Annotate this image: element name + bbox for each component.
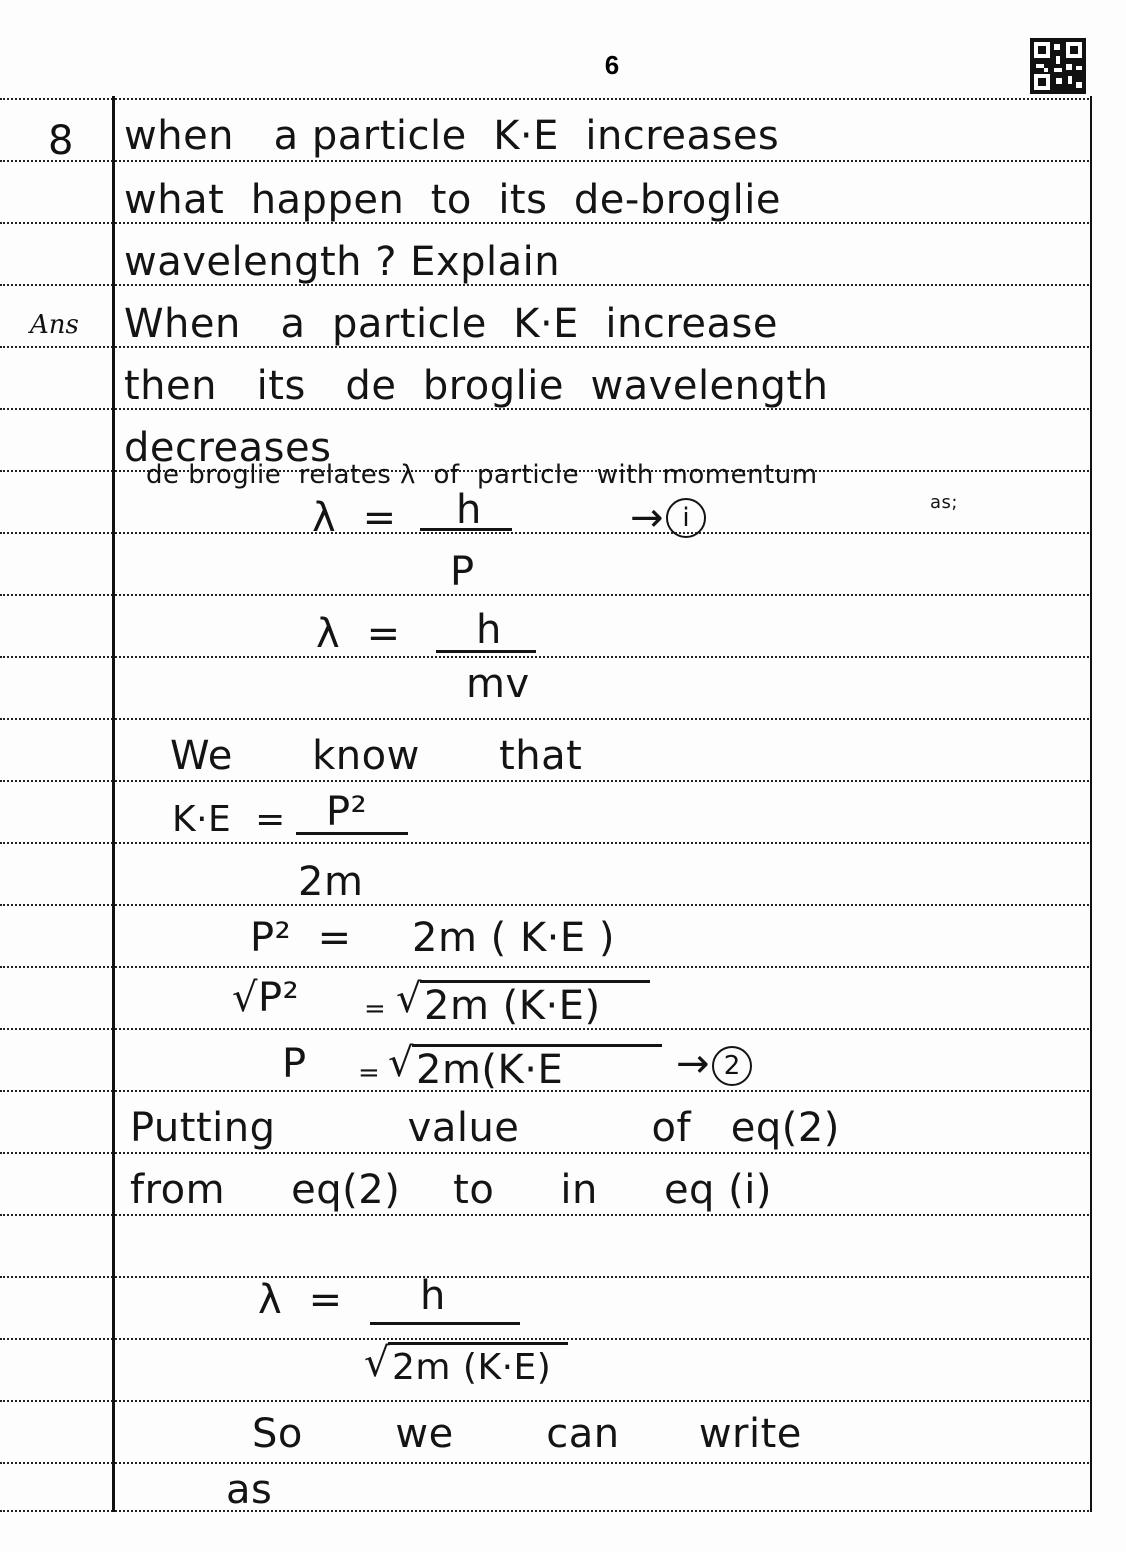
p-rhs: 2m(K·E (416, 1047, 564, 1093)
page-number: 6 (604, 50, 620, 80)
answer-marker: Ans (30, 310, 79, 340)
answer-line-3: decreases (124, 425, 332, 471)
ruled-line (0, 594, 1092, 596)
ruled-line (0, 532, 1092, 534)
sqrt-equals: = (364, 994, 387, 1024)
closing-line-1: So we can write (252, 1411, 802, 1457)
p-equals: = (358, 1058, 381, 1088)
ke-numerator: P² (326, 789, 368, 835)
final-eq-lhs: λ = (258, 1277, 343, 1323)
final-eq-fraction-bar (370, 1322, 520, 1325)
ruled-line (0, 1462, 1092, 1464)
ruled-line (0, 98, 1092, 100)
we-know-that: We know that (170, 733, 583, 779)
closing-line-2: as (226, 1467, 273, 1513)
eq1-denominator: P (450, 549, 475, 595)
eq1b-denominator: mv (466, 661, 530, 707)
ruled-line (0, 1152, 1092, 1154)
sqrt-symbol-icon-3: √ (364, 1340, 390, 1386)
eq2-tag: 2 (712, 1046, 752, 1086)
question-line-3: wavelength ? Explain (124, 239, 561, 285)
eq2-arrow: → (676, 1041, 711, 1087)
question-line-1: when a particle K·E increases (124, 113, 780, 159)
final-eq-numerator: h (420, 1273, 446, 1319)
ruled-line (0, 1276, 1092, 1278)
ruled-line (0, 160, 1092, 162)
final-eq-denominator: 2m (K·E) (392, 1347, 552, 1388)
ruled-line (0, 966, 1092, 968)
p-lhs: P (282, 1041, 307, 1087)
p2-lhs: P² = (250, 915, 352, 961)
ruled-line (0, 1510, 1092, 1512)
question-line-2: what happen to its de-broglie (124, 177, 781, 223)
eq1b-lhs: λ = (316, 611, 401, 657)
answer-line-1: When a particle K·E increase (124, 301, 778, 347)
sqrt-rhs: 2m (K·E) (424, 983, 601, 1029)
eq1-fraction-bar (420, 528, 512, 531)
ruled-line (0, 656, 1092, 658)
debroglie-relation: de broglie relates λ of particle with momentum (146, 460, 818, 490)
ruled-line (0, 1214, 1092, 1216)
right-border-line (1090, 96, 1092, 1512)
putting-line-2: from eq(2) to in eq (i) (130, 1167, 772, 1213)
ruled-line (0, 780, 1092, 782)
p2-rhs: 2m ( K·E ) (412, 915, 615, 961)
ruled-line (0, 1338, 1092, 1340)
eq1-arrow: → (630, 495, 665, 541)
ke-fraction-bar (296, 832, 408, 835)
eq1b-fraction-bar (436, 650, 536, 653)
ruled-line (0, 904, 1092, 906)
eq1-tag: i (666, 498, 706, 538)
ruled-line (0, 842, 1092, 844)
sqrt-symbol-icon-2: √ (388, 1040, 414, 1086)
question-number: 8 (48, 118, 74, 164)
sqrt-lhs: √P² (232, 975, 300, 1021)
ke-lhs: K·E = (172, 799, 286, 840)
margin-line (112, 96, 115, 1512)
eq1b-numerator: h (476, 607, 502, 653)
sqrt-symbol-icon: √ (396, 976, 422, 1022)
qr-code-icon (1030, 38, 1086, 94)
sqrt-bar-3 (388, 1342, 568, 1345)
ke-denominator: 2m (298, 859, 364, 905)
eq1-lhs: λ = (312, 495, 397, 541)
answer-line-2: then its de broglie wavelength (124, 363, 829, 409)
ruled-line (0, 1400, 1092, 1402)
putting-line-1: Putting value of eq(2) (130, 1105, 840, 1151)
eq1-numerator: h (456, 487, 482, 533)
ruled-line (0, 718, 1092, 720)
relation-suffix: as; (930, 492, 958, 513)
